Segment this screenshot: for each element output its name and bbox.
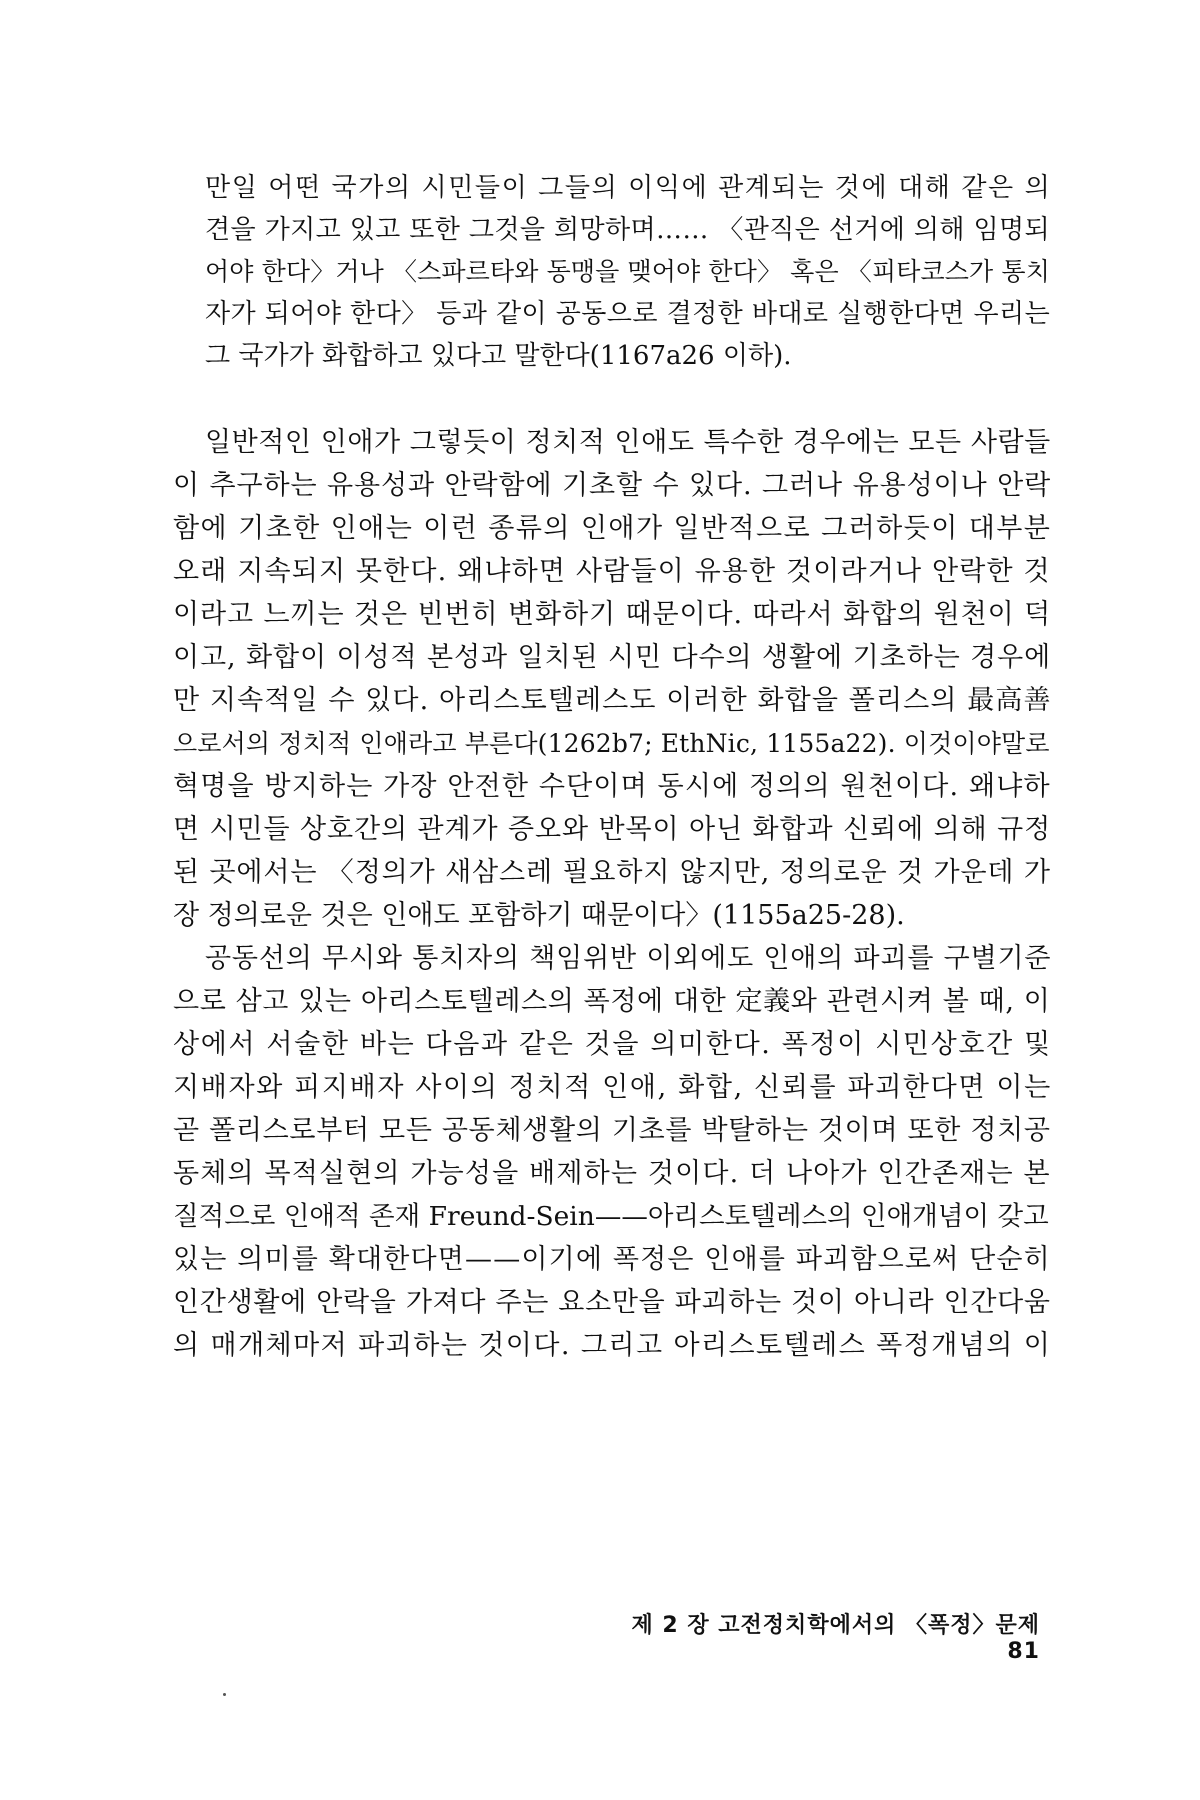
paragraph-line: 오래 지속되지 못한다. 왜냐하면 사람들이 유용한 것이라거나 안락한 것 [173,556,1051,587]
paragraph-line: 일반적인 인애가 그렇듯이 정치적 인애도 특수한 경우에는 모든 사람들 [205,427,1051,458]
quote-line: 어야 한다〉거나 〈스파르타와 동맹을 맺어야 한다〉 혹은 〈피타코스가 통치 [205,257,1050,286]
paragraph-line: 으로서의 정치적 인애라고 부른다(1262b7; EthNic, 1155a22). 이것이야말로 [173,729,1050,758]
paragraph-line: 곧 폴리스로부터 모든 공동체생활의 기초를 박탈하는 것이며 또한 정치공 [173,1115,1051,1146]
paragraph-line: 함에 기초한 인애는 이런 종류의 인애가 일반적으로 그러하듯이 대부분 [173,513,1052,544]
paragraph-line: 지배자와 피지배자 사이의 정치적 인애, 화합, 신뢰를 파괴한다면 이는 [173,1072,1052,1103]
paragraph-line: 장 정의로운 것은 인애도 포함하기 때문이다〉(1155a25-28). [173,900,905,931]
paragraph-line: 된 곳에서는 〈정의가 새삼스레 필요하지 않지만, 정의로운 것 가운데 가 [173,857,1051,888]
paragraph-line: 동체의 목적실현의 가능성을 배제하는 것이다. 더 나아가 인간존재는 본 [173,1158,1051,1189]
paragraph-line: 질적으로 인애적 존재 Freund-Sein——아리스토텔레스의 인애개념이 갖고 [173,1201,1049,1232]
paragraph-line: 만 지속적일 수 있다. 아리스토텔레스도 이러한 화합을 폴리스의 最高善 [173,685,1052,716]
chapter-title: 제 2 장 고전정치학에서의 〈폭정〉문제 [631,1613,1040,1638]
paragraph-line: 으로 삼고 있는 아리스토텔레스의 폭정에 대한 定義와 관련시켜 볼 때, 이 [173,986,1051,1017]
paragraph-line: 면 시민들 상호간의 관계가 증오와 반목이 아닌 화합과 신뢰에 의해 규정 [173,814,1052,845]
paragraph-line: 이 추구하는 유용성과 안락함에 기초할 수 있다. 그러나 유용성이나 안락 [173,470,1052,501]
paragraph-line: 이고, 화합이 이성적 본성과 일치된 시민 다수의 생활에 기초하는 경우에 [173,642,1052,673]
paragraph-line: 공동선의 무시와 통치자의 책임위반 이외에도 인애의 파괴를 구별기준 [205,943,1052,974]
paragraph-line: 상에서 서술한 바는 다음과 같은 것을 의미한다. 폭정이 시민상호간 및 [173,1029,1052,1060]
paragraph-line: 혁명을 방지하는 가장 안전한 수단이며 동시에 정의의 원천이다. 왜냐하 [173,771,1051,802]
paragraph-line: 있는 의미를 확대한다면——이기에 폭정은 인애를 파괴함으로써 단순히 [173,1244,1051,1275]
paragraph-line: 의 매개체마저 파괴하는 것이다. 그리고 아리스토텔레스 폭정개념의 이 [173,1330,1052,1361]
quote-line: 자가 되어야 한다〉 등과 같이 공동으로 결정한 바대로 실행한다면 우리는 [205,299,1051,329]
quote-line: 견을 가지고 있고 또한 그것을 희망하며…… 〈관직은 선거에 의해 임명되 [205,215,1050,245]
quote-line: 그 국가가 화합하고 있다고 말한다(1167a26 이하). [205,341,792,371]
scan-speck [223,1693,226,1696]
quote-line: 만일 어떤 국가의 시민들이 그들의 이익에 관계되는 것에 대해 같은 의 [205,173,1052,203]
paragraph-line: 이라고 느끼는 것은 빈번히 변화하기 때문이다. 따라서 화합의 원천이 덕 [173,599,1052,630]
running-footer [600,1608,1040,1664]
paragraph-line: 인간생활에 안락을 가져다 주는 요소만을 파괴하는 것이 아니라 인간다움 [173,1287,1051,1318]
page-number: 81 [1007,1639,1040,1664]
